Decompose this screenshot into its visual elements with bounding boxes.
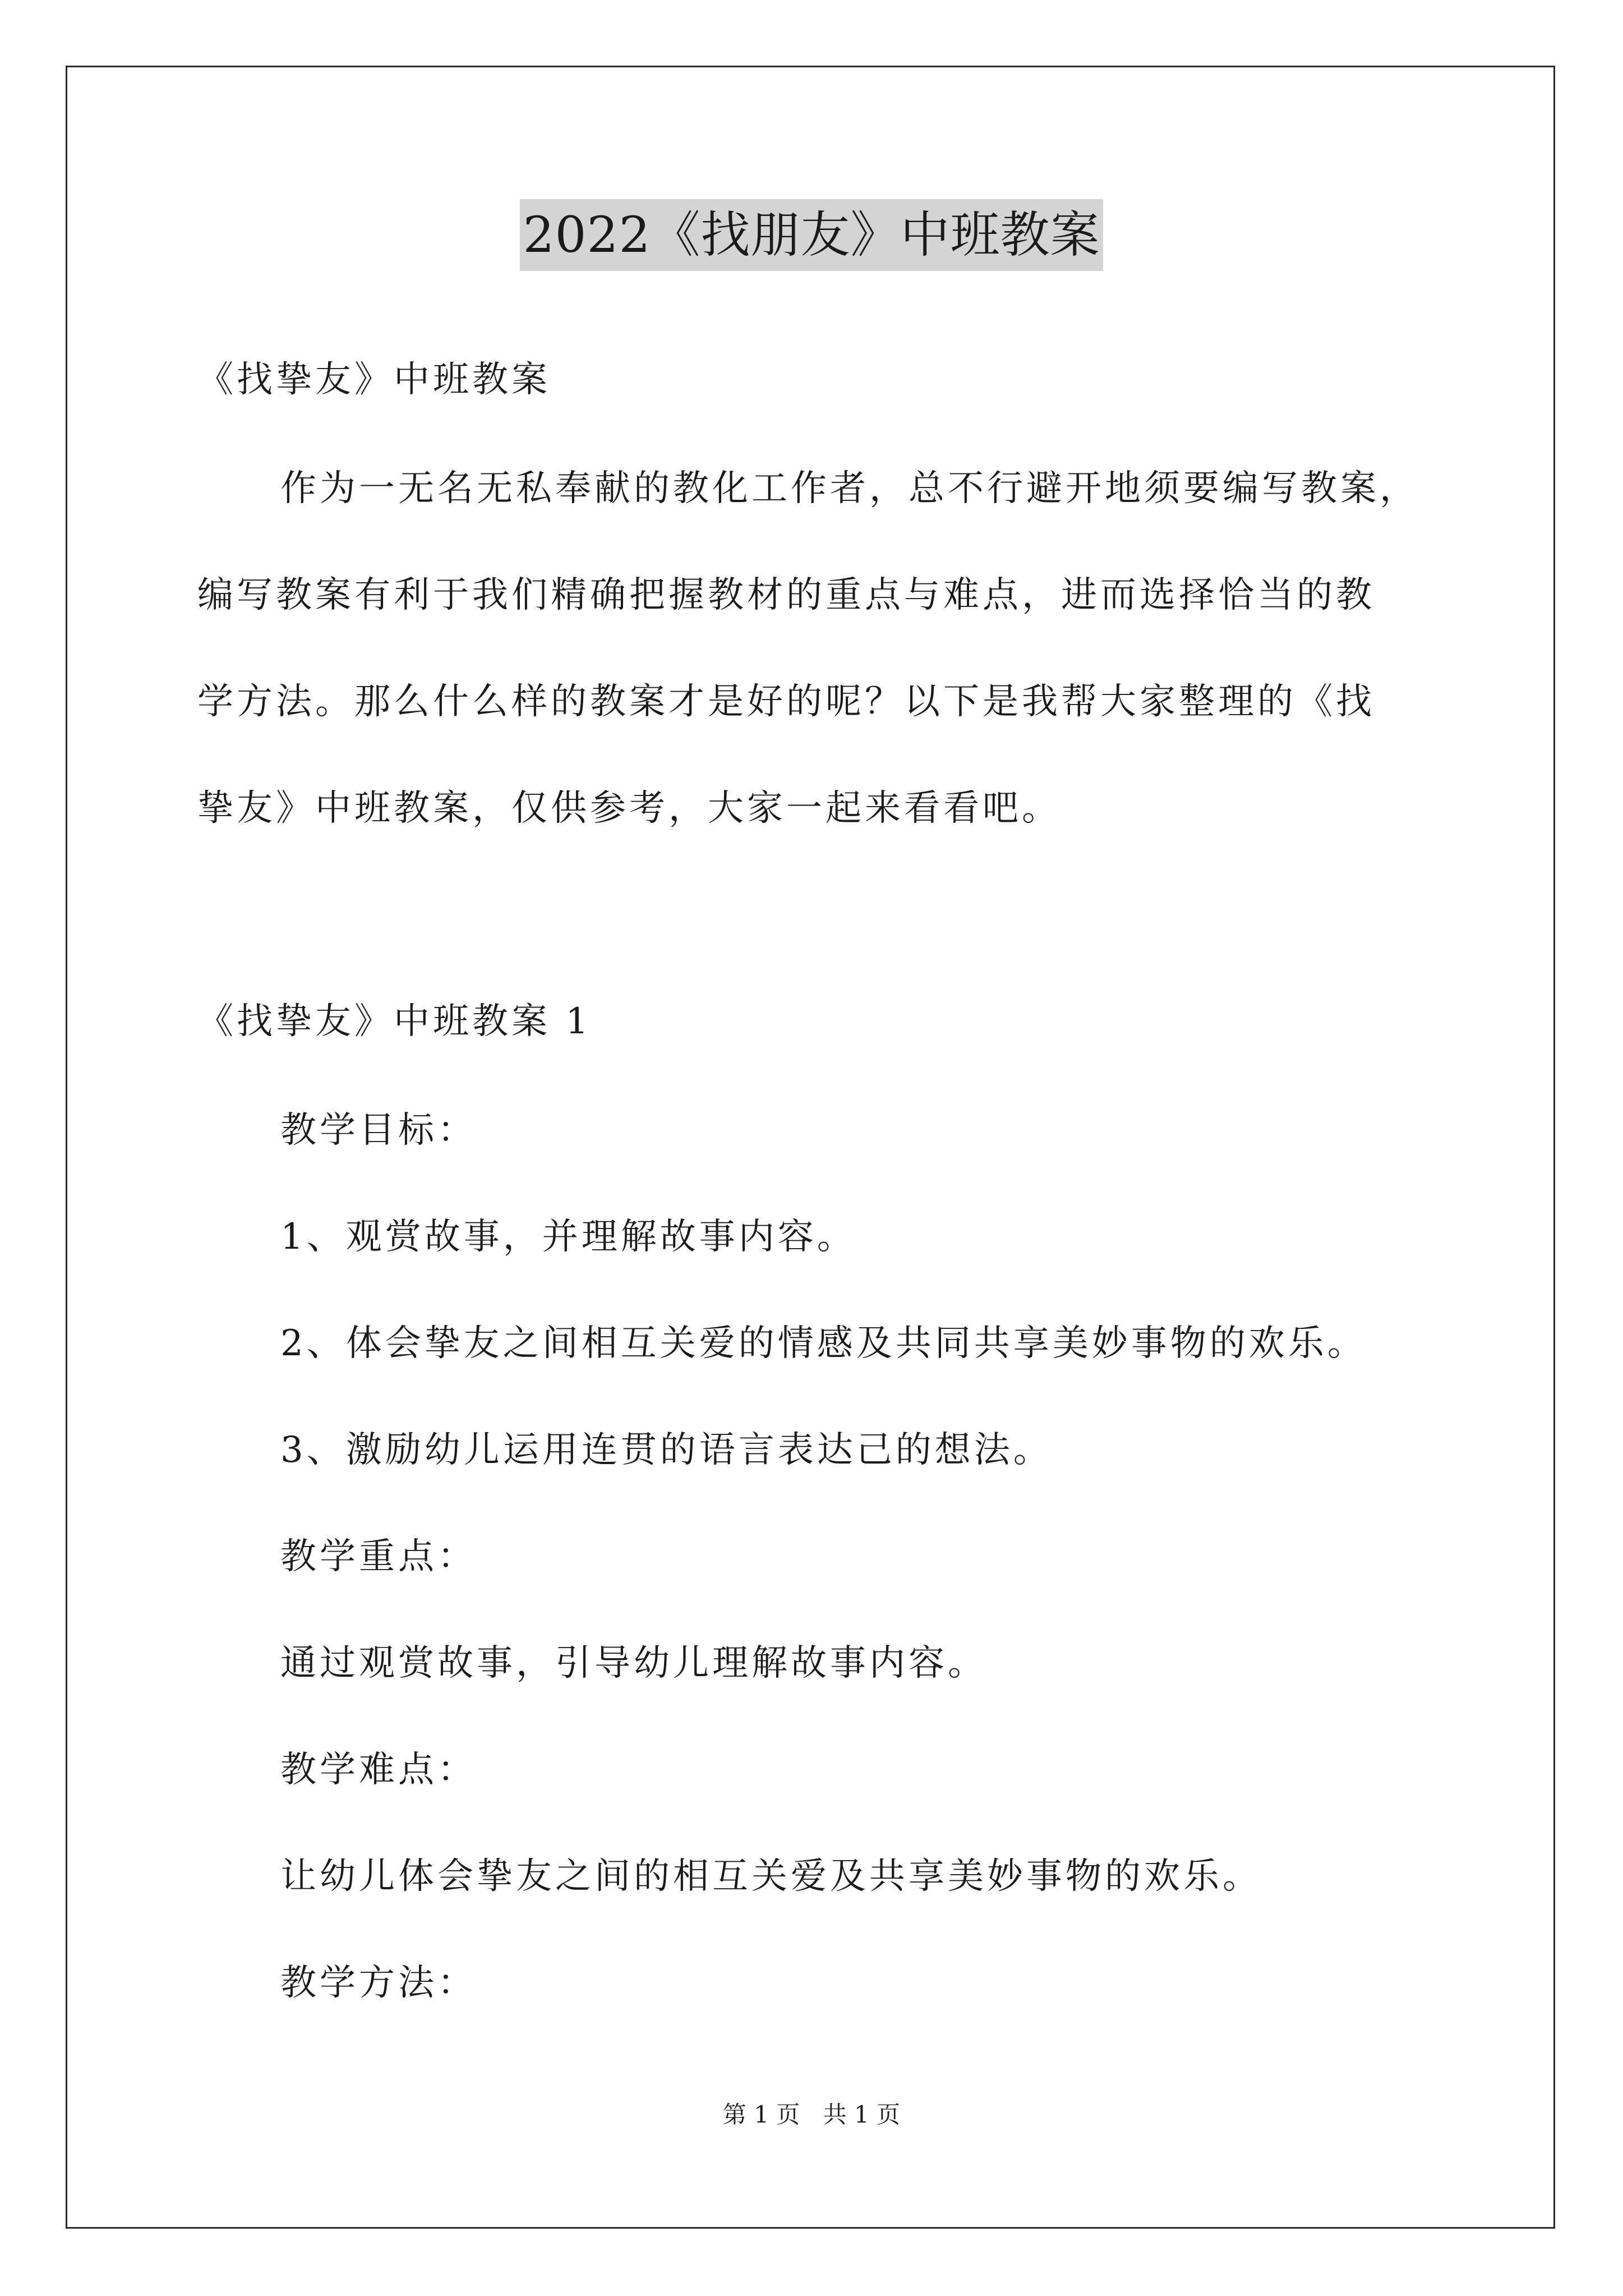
body-line: 2、体会挚友之间相互关爱的情感及共同共享美妙事物的欢乐。	[280, 1323, 1367, 1364]
body-line: 1、观赏故事，并理解故事内容。	[280, 1216, 856, 1258]
intro-line: 学方法。那么什么样的教案才是好的呢？以下是我帮大家整理的《找	[197, 681, 1375, 723]
intro-line: 作为一无名无私奉献的教化工作者，总不行避开地须要编写教案，	[280, 468, 1419, 509]
intro-line: 挚友》中班教案，仅供参考，大家一起来看看吧。	[197, 788, 1061, 829]
body-line: 教学难点：	[280, 1749, 477, 1791]
body-line: 通过观赏故事，引导幼儿理解故事内容。	[280, 1642, 987, 1684]
section-heading: 《找挚友》中班教案 1	[197, 1001, 592, 1042]
body-line: 3、激励幼儿运用连贯的语言表达己的想法。	[280, 1429, 1053, 1471]
page-footer	[0, 2098, 1623, 2132]
body-line: 教学方法：	[280, 1962, 477, 2004]
title-container	[0, 199, 1623, 271]
document-subtitle: 《找挚友》中班教案	[197, 359, 551, 401]
document-title: 2022《找朋友》中班教案	[520, 199, 1104, 271]
body-line: 教学目标：	[280, 1110, 477, 1151]
page-number-current: 第 1 页	[722, 2101, 800, 2128]
body-line: 让幼儿体会挚友之间的相互关爱及共享美妙事物的欢乐。	[280, 1856, 1262, 1897]
page-number-total: 共 1 页	[823, 2101, 901, 2128]
intro-line: 编写教案有利于我们精确把握教材的重点与难点，进而选择恰当的教	[197, 574, 1375, 616]
body-line: 教学重点：	[280, 1536, 477, 1577]
